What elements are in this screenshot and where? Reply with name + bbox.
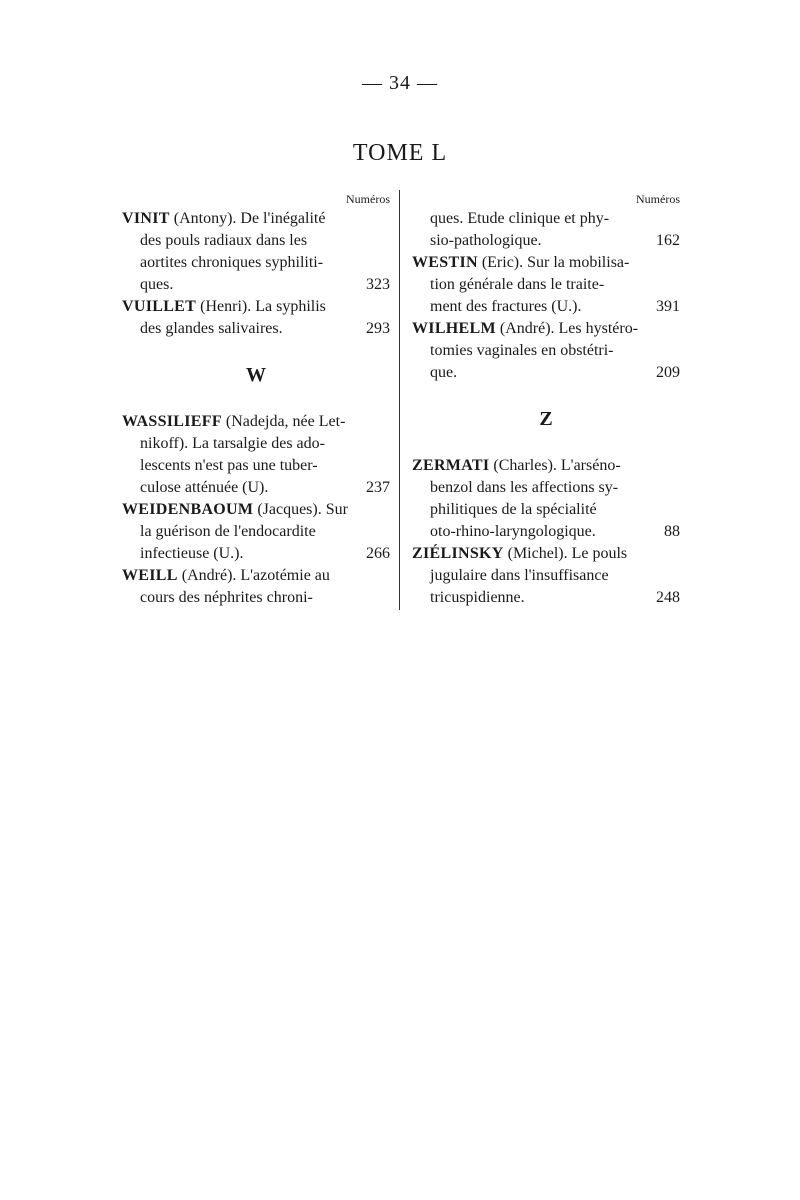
entry-title-start: (Eric). Sur la mobilisa-	[477, 254, 630, 271]
thesis-number: 237	[366, 479, 390, 496]
entries-before-letter	[122, 208, 390, 340]
entry-first-line	[122, 411, 354, 433]
entry-first-line	[412, 455, 644, 477]
entry-first-line	[412, 252, 644, 274]
entry-continuation-line: tricuspidienne.	[430, 589, 525, 606]
entry-continuation-line: oto-rhino-laryngologique.	[430, 523, 596, 540]
entry-title-start: (André). Les hystéro-	[495, 320, 639, 337]
numbers-column-header: Numéros	[346, 192, 390, 206]
entry-first-line	[122, 208, 354, 230]
entry-first-line	[412, 543, 644, 565]
index-entry	[122, 499, 390, 565]
entries-after-letter	[412, 455, 680, 609]
index-entry	[412, 543, 680, 609]
left-column	[122, 190, 390, 609]
entry-continuation-line: nikoff). La tarsalgie des ado-	[140, 435, 325, 452]
index-entry	[412, 252, 680, 318]
entry-first-line	[412, 318, 644, 340]
entry-continuation-line: jugulaire dans l'insuffisance	[430, 567, 609, 584]
entry-title-start: (Jacques). Sur	[253, 501, 348, 518]
thesis-number: 248	[656, 589, 680, 606]
author-name: WESTIN	[412, 254, 478, 271]
index-entry	[412, 318, 680, 384]
entries-after-letter	[122, 411, 390, 609]
entry-continuation-line: culose atténuée (U).	[140, 479, 269, 496]
entry-continuation-line: que.	[430, 364, 458, 381]
index-entry	[122, 208, 390, 296]
author-name: WASSILIEFF	[122, 413, 222, 430]
entry-continuation-line: sio-pathologique.	[430, 232, 542, 249]
index-entry	[412, 208, 680, 252]
author-name: WILHELM	[412, 320, 496, 337]
index-entry	[122, 296, 390, 340]
entry-first-line	[122, 296, 354, 318]
entry-title-start: (André). L'azotémie au	[177, 567, 330, 584]
entry-continuation-line: benzol dans les affections sy-	[430, 479, 619, 496]
author-name: WEILL	[122, 567, 178, 584]
entry-continuation-line: lescents n'est pas une tuber-	[140, 457, 318, 474]
thesis-number: 209	[656, 364, 680, 381]
entry-first-line	[122, 565, 354, 587]
section-letter: W	[246, 364, 266, 386]
section-letter: Z	[539, 408, 553, 430]
index-entry	[122, 565, 390, 609]
thesis-number: 266	[366, 545, 390, 562]
right-column	[412, 190, 680, 609]
entry-title-start: (Henri). La syphilis	[196, 298, 326, 315]
entry-continuation-line: ques.	[140, 276, 174, 293]
thesis-number: 323	[366, 276, 390, 293]
page-number: — 34 —	[362, 72, 438, 94]
entry-first-line	[122, 499, 354, 521]
entries-before-letter	[412, 208, 680, 384]
entry-continuation-line: ques. Etude clinique et phy-	[430, 210, 610, 227]
entry-title-start: (Antony). De l'inégalité	[169, 210, 326, 227]
entry-continuation-line: philitiques de la spécialité	[430, 501, 597, 518]
index-entry	[412, 455, 680, 543]
thesis-number: 162	[656, 232, 680, 249]
author-name: ZIÉLINSKY	[412, 545, 504, 562]
thesis-number: 293	[366, 320, 390, 337]
author-name: VUILLET	[122, 298, 197, 315]
index-entry	[122, 411, 390, 499]
entry-continuation-line: tomies vaginales en obstétri-	[430, 342, 614, 359]
entry-title-start: (Charles). L'arséno-	[489, 457, 621, 474]
column-divider	[399, 190, 400, 610]
author-name: VINIT	[122, 210, 170, 227]
entry-continuation-line: aortites chroniques syphiliti-	[140, 254, 324, 271]
entry-continuation-line: la guérison de l'endocardite	[140, 523, 316, 540]
volume-title: TOME L	[352, 140, 448, 166]
entry-title-start: (Michel). Le pouls	[503, 545, 628, 562]
thesis-number: 88	[664, 523, 680, 540]
entry-title-start: (Nadejda, née Let-	[221, 413, 346, 430]
entry-continuation-line: ment des fractures (U.).	[430, 298, 582, 315]
thesis-number: 391	[656, 298, 680, 315]
author-name: ZERMATI	[412, 457, 490, 474]
entry-continuation-line: des pouls radiaux dans les	[140, 232, 308, 249]
author-name: WEIDENBAOUM	[122, 501, 254, 518]
entry-continuation-line: infectieuse (U.).	[140, 545, 244, 562]
entry-continuation-line: des glandes salivaires.	[140, 320, 283, 337]
numbers-column-header: Numéros	[636, 192, 680, 206]
entry-continuation-line: cours des néphrites chroni-	[140, 589, 313, 606]
entry-continuation-line: tion générale dans le traite-	[430, 276, 605, 293]
